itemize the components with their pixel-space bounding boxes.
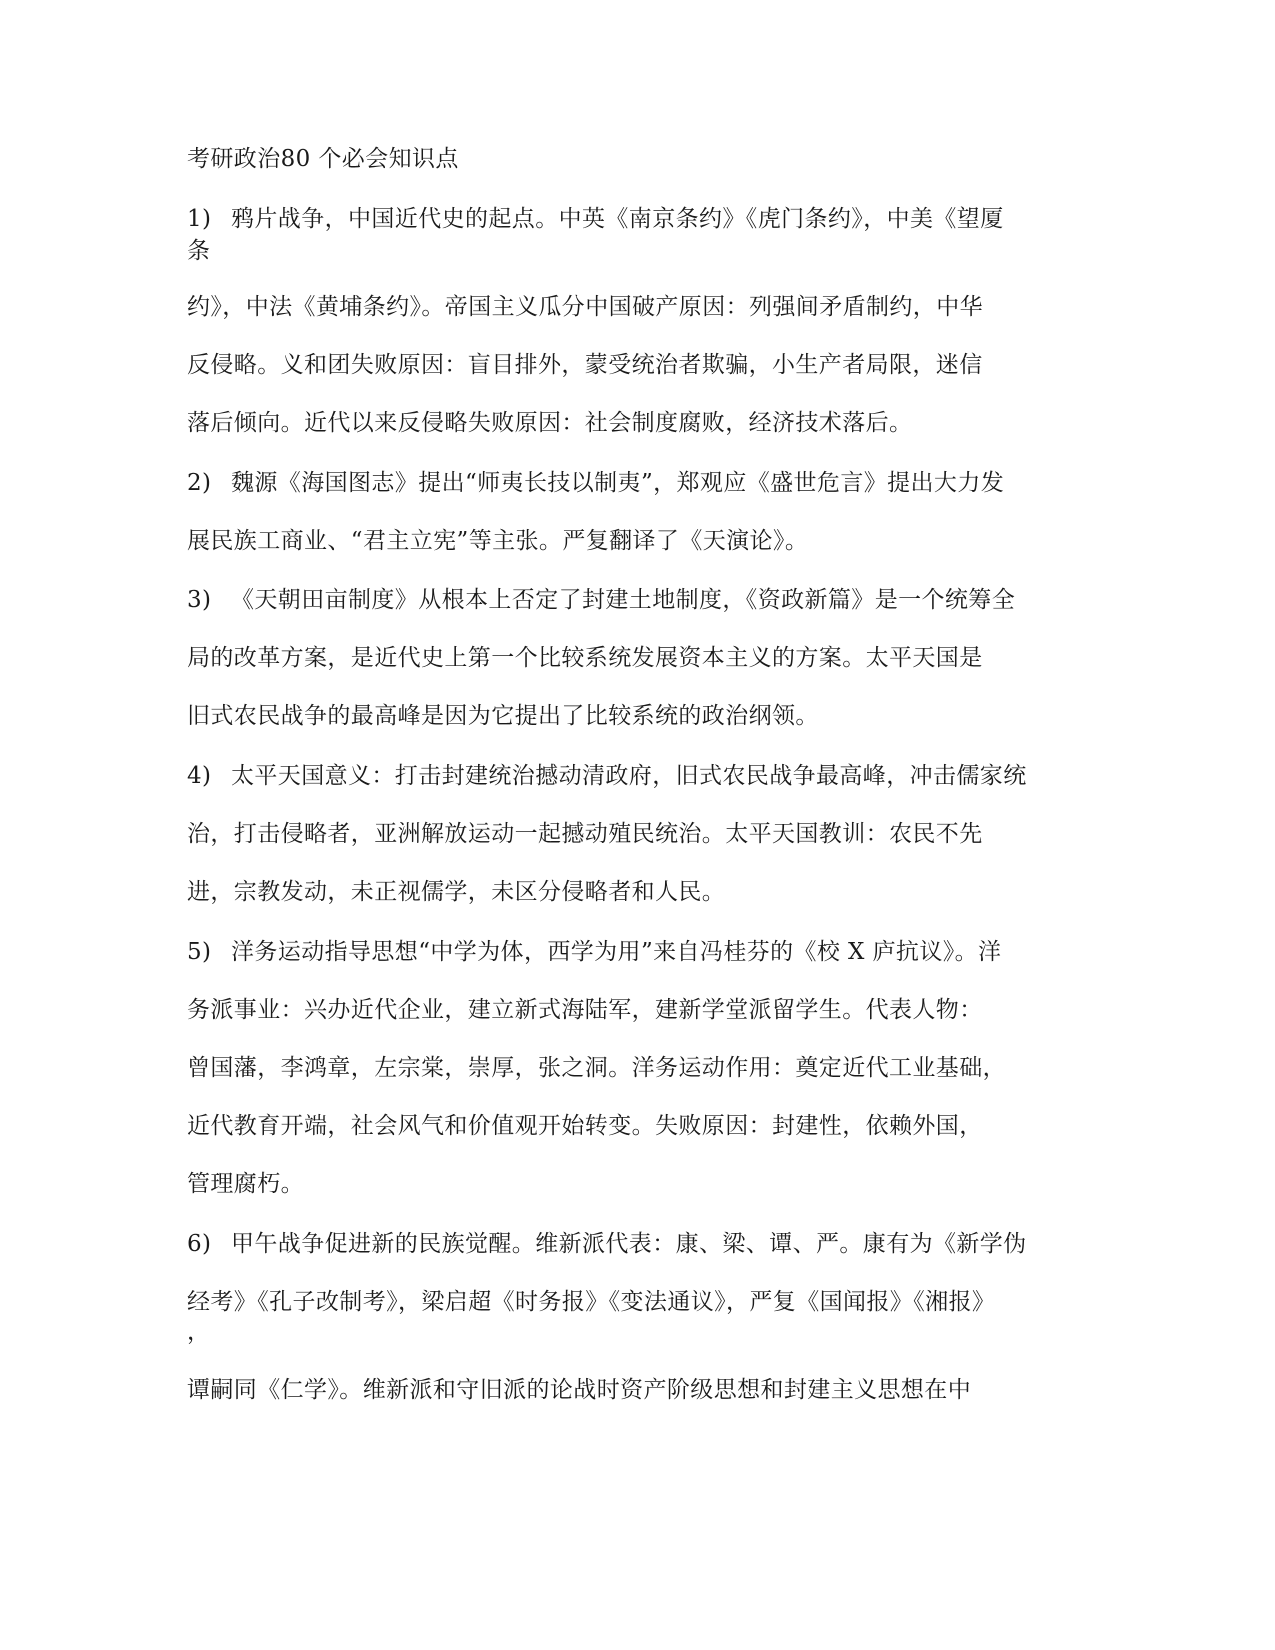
paragraph-5-line-1: 5) 洋务运动指导思想“中学为体，西学为用”来自冯桂芬的《校 X 庐抗议》。洋 [187, 939, 1002, 965]
paragraph-1-line-4: 反侵略。义和团失败原因：盲目排外，蒙受统治者欺骗，小生产者局限，迷信 [187, 352, 983, 378]
paragraph-4-line-1: 4) 太平天国意义：打击封建统治撼动清政府，旧式农民战争最高峰，冲击儒家统 [187, 763, 1027, 789]
paragraph-1-line-5: 落后倾向。近代以来反侵略失败原因：社会制度腐败，经济技术落后。 [187, 410, 913, 436]
paragraph-1-line-2: 条 [187, 238, 211, 264]
paragraph-3-line-1: 3) 《天朝田亩制度》从根本上否定了封建土地制度，《资政新篇》是一个统筹全 [187, 587, 1016, 613]
paragraph-5-line-3: 曾国藩，李鸿章，左宗棠，崇厚，张之洞。洋务运动作用：奠定近代工业基础， [187, 1055, 1006, 1081]
paragraph-5-line-4: 近代教育开端，社会风气和价值观开始转变。失败原因：封建性，依赖外国， [187, 1113, 983, 1139]
paragraph-6-line-4: 谭嗣同《仁学》。维新派和守旧派的论战时资产阶级思想和封建主义思想在中 [187, 1377, 972, 1403]
paragraph-1-line-1: 1) 鸦片战争，中国近代史的起点。中英《南京条约》《虎门条约》，中美《望厦 [187, 206, 1004, 232]
paragraph-3-number: 3) [187, 587, 212, 613]
paragraph-2-line-2: 展民族工商业、“君主立宪”等主张。严复翻译了《天演论》。 [187, 528, 809, 554]
paragraph-6-line-1: 6) 甲午战争促进新的民族觉醒。维新派代表：康、梁、谭、严。康有为《新学伪 [187, 1231, 1027, 1257]
paragraph-3-line-2: 局的改革方案，是近代史上第一个比较系统发展资本主义的方案。太平天国是 [187, 645, 983, 671]
paragraph-6-line-3: ， [187, 1319, 211, 1345]
paragraph-2-number: 2) [187, 470, 212, 496]
paragraph-4-line-3: 进，宗教发动，未正视儒学，未区分侵略者和人民。 [187, 879, 726, 905]
document-title: 考研政治80 个必会知识点 [187, 146, 459, 172]
paragraph-2-line-1: 2) 魏源《海国图志》提出“师夷长技以制夷”，郑观应《盛世危言》提出大力发 [187, 470, 1005, 496]
paragraph-4-number: 4) [187, 763, 212, 789]
paragraph-5-line-2: 务派事业：兴办近代企业，建立新式海陆军，建新学堂派留学生。代表人物： [187, 997, 983, 1023]
paragraph-4-line-2: 治，打击侵略者，亚洲解放运动一起撼动殖民统治。太平天国教训：农民不先 [187, 821, 983, 847]
paragraph-6-line-2: 经考》《孔子改制考》，梁启超《时务报》《变法通议》，严复《国闻报》《湘报》 [187, 1289, 996, 1315]
paragraph-1-line-3: 约》，中法《黄埔条约》。帝国主义瓜分中国破产原因：列强间矛盾制约，中华 [187, 294, 983, 320]
paragraph-6-number: 6) [187, 1231, 212, 1257]
paragraph-5-number: 5) [187, 939, 212, 965]
paragraph-1-number: 1) [187, 206, 212, 232]
paragraph-3-line-3: 旧式农民战争的最高峰是因为它提出了比较系统的政治纲领。 [187, 703, 819, 729]
paragraph-5-line-5: 管理腐朽。 [187, 1171, 304, 1197]
